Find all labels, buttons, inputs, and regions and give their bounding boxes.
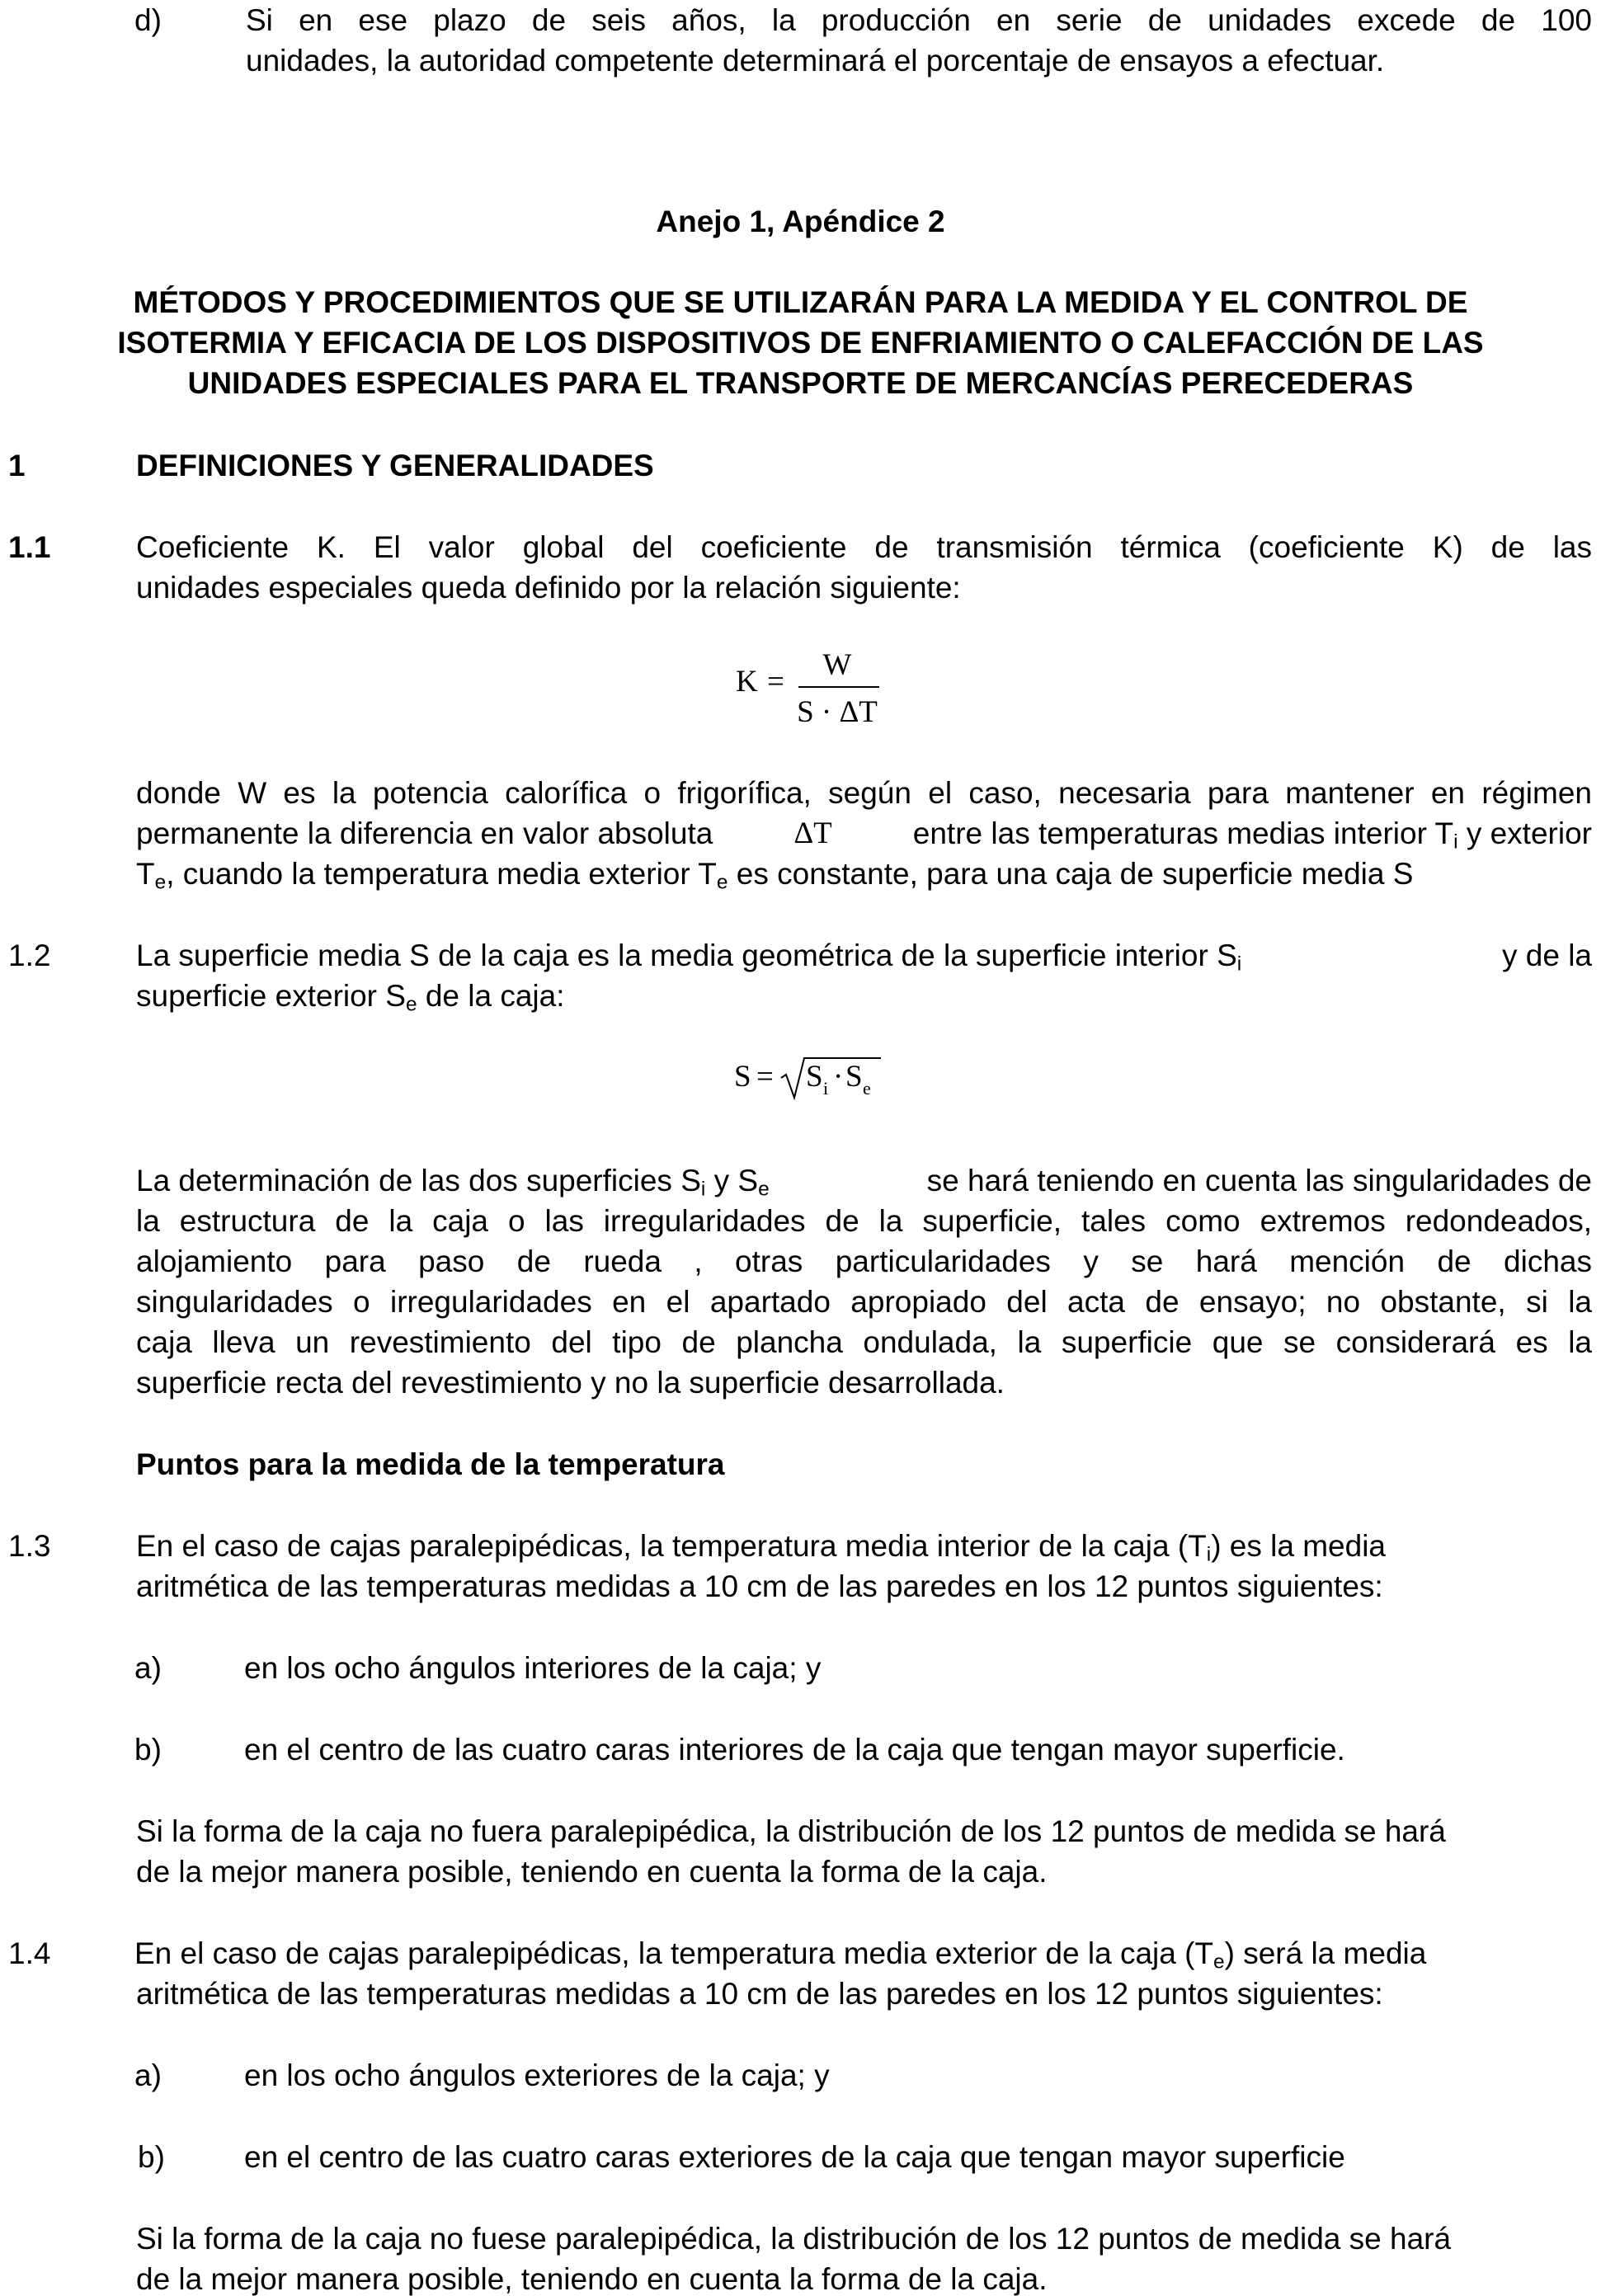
- formula-s-e-sub: e: [863, 1078, 871, 1099]
- paragraph-1-2-para-line-6: superficie recta del revestimiento y no la superficie desarrollada.: [136, 1366, 1005, 1400]
- paragraph-number: 1.1: [8, 530, 51, 564]
- list-text: en los ocho ángulos interiores de la caja; y: [244, 1651, 822, 1685]
- paragraph-number: 1.4: [8, 1936, 51, 1970]
- subscript: i: [700, 1178, 706, 1201]
- paragraph-1-2-para-line-3: alojamiento para paso de rueda , otras particularidades y se hará mención de dichas: [136, 1244, 1592, 1278]
- formula-s-e: S: [845, 1060, 863, 1094]
- text-fragment: En el caso de cajas paralepipédicas, la temperatura media interior de la caja (T: [136, 1529, 1207, 1563]
- delta-t-symbol: ΔT: [793, 816, 832, 850]
- paragraph-1-2-line-2: [136, 979, 565, 1016]
- list-text: en el centro de las cuatro caras exteriores de la caja que tengan mayor superficie: [244, 2140, 1345, 2174]
- list-label: a): [134, 1651, 162, 1685]
- intro-line-1: Si en ese plazo de seis años, la producción en serie de unidades excede de 100: [246, 3, 1592, 37]
- text-fragment: T: [136, 857, 155, 891]
- subscript: e: [716, 871, 728, 894]
- subscript: e: [405, 993, 417, 1016]
- text-fragment: La determinación de las dos superficies S: [136, 1164, 701, 1197]
- text-fragment: [136, 1529, 1386, 1566]
- subscript: e: [1213, 1950, 1225, 1974]
- text-fragment: entre las temperaturas medias interior T: [904, 816, 1454, 850]
- text-fragment: permanente la diferencia en valor absoluta: [136, 816, 722, 850]
- paragraph-1-2-line-1: [136, 939, 1592, 976]
- paragraph-1-1-after-line-1: donde W es la potencia calorífica o frigorífica, según el caso, necesaria para mantener en régimen: [136, 776, 1592, 810]
- appendix-heading-line-3: UNIDADES ESPECIALES PARA EL TRANSPORTE DE MERCANCÍAS PERECEDERAS: [187, 366, 1414, 400]
- paragraph-1-4-line-1: [134, 1936, 1592, 1974]
- paragraph-1-4-note-line-2: de la mejor manera posible, teniendo en cuenta la forma de la caja.: [136, 2262, 1048, 2296]
- text-fragment: En el caso de cajas paralepipédicas, la temperatura media exterior de la caja (T: [134, 1936, 1214, 1970]
- formula-s-i: S: [806, 1060, 823, 1094]
- text-fragment: y S: [705, 1164, 759, 1197]
- text-fragment: superficie exterior S: [136, 979, 406, 1013]
- paragraph-1-2-para-line-4: singularidades o irregularidades en el apartado apropiado del acta de ensayo; no obstante, si la: [136, 1285, 1592, 1319]
- paragraph-1-1-after-line-2: [136, 816, 1592, 854]
- text-fragment: y de la: [1493, 939, 1592, 972]
- subheading: Puntos para la medida de la temperatura: [136, 1447, 725, 1481]
- list-label: a): [134, 2058, 162, 2092]
- paragraph-1-2-para-line-5: caja lleva un revestimiento del tipo de plancha ondulada, la superficie que se considerará es la: [136, 1325, 1592, 1359]
- list-text: en el centro de las cuatro caras interiores de la caja que tengan mayor superficie.: [244, 1733, 1345, 1767]
- section-number: 1: [8, 449, 26, 482]
- formula-s-lhs: S: [734, 1060, 751, 1094]
- formula-k-equals: =: [767, 665, 784, 699]
- paragraph-1-3-note-line-1: Si la forma de la caja no fuera paralepipédica, la distribución de los 12 puntos de medida se hará: [136, 1814, 1446, 1848]
- paragraph-1-4-line-2: aritmética de las temperaturas medidas a 10 cm de las paredes en los 12 puntos siguientes:: [136, 1977, 1383, 2011]
- formula-k-denominator: S · ΔT: [797, 695, 878, 729]
- paragraph-number: 1.2: [8, 939, 51, 972]
- text-fragment: [904, 816, 1592, 854]
- text-fragment: , cuando la temperatura media exterior T: [166, 857, 717, 891]
- text-fragment: se hará teniendo en cuenta las singularidades de: [918, 1164, 1592, 1197]
- paragraph-number: 1.3: [8, 1529, 51, 1563]
- text-fragment: [136, 939, 1242, 976]
- subscript: i: [1453, 830, 1458, 854]
- text-fragment: es constante, para una caja de superficie media S: [728, 857, 1414, 891]
- formula-k-lhs: K: [736, 665, 758, 699]
- subscript: e: [154, 871, 167, 894]
- text-fragment: [136, 1164, 770, 1201]
- text-fragment: La superficie media S de la caja es la media geométrica de la superficie interior S: [136, 939, 1237, 972]
- text-fragment: y exterior: [1457, 816, 1592, 850]
- formula-k-numerator: W: [822, 648, 852, 682]
- formula-s-equals: =: [756, 1060, 774, 1094]
- appendix-heading-line-2: ISOTERMIA Y EFICACIA DE LOS DISPOSITIVOS DE ENFRIAMIENTO O CALEFACCIÓN DE LAS: [117, 326, 1484, 360]
- surface-formula: [726, 1043, 891, 1109]
- subscript: i: [1206, 1543, 1212, 1566]
- paragraph-1-3-line-1: [136, 1529, 1592, 1566]
- paragraph-1-1-after-line-3: [136, 857, 1414, 894]
- text-fragment: de la caja:: [417, 979, 565, 1013]
- intro-line-2: unidades, la autoridad competente determinará el porcentaje de ensayos a efectuar.: [246, 44, 1385, 78]
- text-fragment: [134, 1936, 1427, 1974]
- section-title: DEFINICIONES Y GENERALIDADES: [136, 449, 654, 482]
- appendix-heading-line-1: MÉTODOS Y PROCEDIMIENTOS QUE SE UTILIZARÁN PARA LA MEDIDA Y EL CONTROL DE: [133, 285, 1468, 319]
- paragraph-1-1-line-2: unidades especiales queda definido por la relación siguiente:: [136, 571, 961, 605]
- k-coefficient-formula: [726, 643, 891, 734]
- text-fragment: ) es la media: [1211, 1529, 1386, 1563]
- formula-s-i-sub: i: [823, 1078, 829, 1099]
- paragraph-1-4-note-line-1: Si la forma de la caja no fuese paralepipédica, la distribución de los 12 puntos de medida se hará: [136, 2222, 1452, 2256]
- list-label: b): [134, 1733, 162, 1767]
- text-fragment: ) será la media: [1224, 1936, 1427, 1970]
- paragraph-1-3-note-line-2: de la mejor manera posible, teniendo en cuenta la forma de la caja.: [136, 1855, 1048, 1889]
- appendix-title: Anejo 1, Apéndice 2: [656, 205, 945, 238]
- formula-dot: ·: [833, 1060, 844, 1094]
- paragraph-1-2-para-line-1: [136, 1164, 1592, 1201]
- paragraph-1-2-para-line-2: la estructura de la caja o las irregularidades de la superficie, tales como extremos redondeados,: [136, 1204, 1592, 1238]
- paragraph-1-3-line-2: aritmética de las temperaturas medidas a 10 cm de las paredes en los 12 puntos siguientes:: [136, 1569, 1383, 1603]
- paragraph-1-1-line-1: Coeficiente K. El valor global del coeficiente de transmisión térmica (coeficiente K) de las: [136, 530, 1592, 564]
- intro-label: d): [134, 3, 162, 37]
- list-text: en los ocho ángulos exteriores de la caja; y: [244, 2058, 830, 2092]
- list-label: b): [138, 2140, 165, 2174]
- subscript: i: [1236, 953, 1242, 976]
- subscript: e: [758, 1178, 770, 1201]
